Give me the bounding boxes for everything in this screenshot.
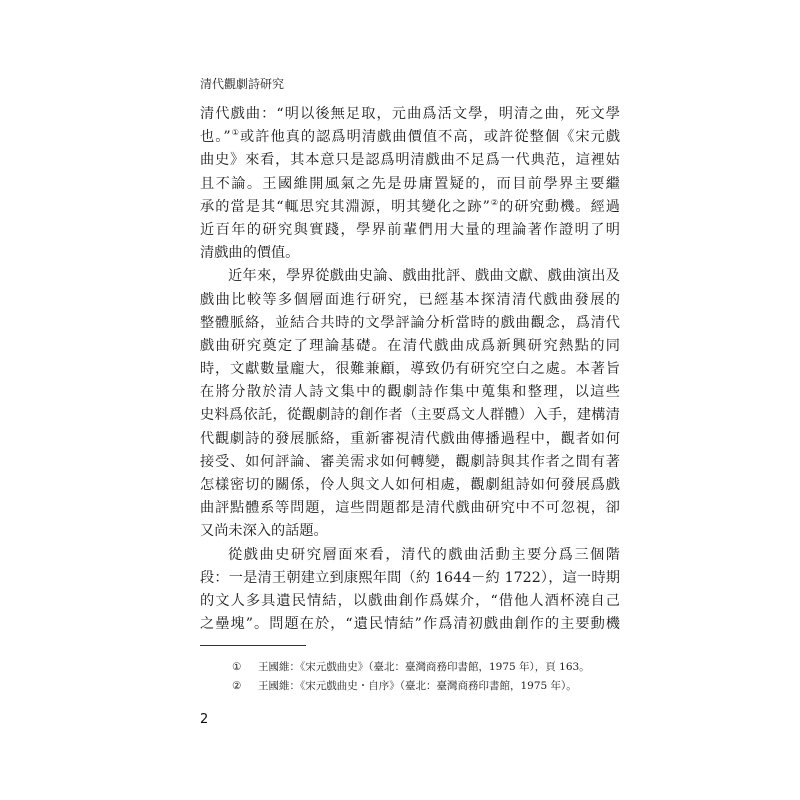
text-line: 之壘塊”。問題在於，“遺民情結”作爲清初戲曲創作的主要動機 bbox=[200, 616, 620, 633]
text-line: 承的當是其“輒思究其淵源，明其變化之跡”②的研究動機。經過 bbox=[200, 197, 620, 215]
footnotes bbox=[232, 658, 590, 696]
footnote-ref[interactable]: ② bbox=[489, 197, 500, 207]
text-line: 又尚未深入的話題。 bbox=[200, 523, 328, 540]
footnote bbox=[232, 658, 590, 677]
text-line: 整體脈絡，並結合共時的文學評論分析當時的戲曲觀念，爲清代 bbox=[200, 314, 620, 331]
text-line: 怎樣密切的關係，伶人與文人如何相處，觀劇組詩如何發展爲戲 bbox=[200, 477, 620, 493]
footnote-rule bbox=[200, 645, 306, 646]
text-line: 在將分散於清人詩文集中的觀劇詩作集中蒐集和整理，以這些 bbox=[200, 384, 620, 401]
text-line: 也。”①或許他真的認爲明清戲曲價值不高，或許從整個《宋元戲 bbox=[200, 128, 621, 146]
text-line: 的文人多具遺民情結，以戲曲創作爲媒介，“借他人酒杯澆自己 bbox=[200, 592, 620, 609]
footnote-text: 王國維：《宋元戲曲史》（臺北：臺灣商務印書館，1975 年），頁 163。 bbox=[258, 661, 590, 673]
footnote-mark: ② bbox=[232, 680, 242, 692]
text-line: 史料爲依託，從觀劇詩的創作者（主要爲文人群體）入手，建構清 bbox=[200, 407, 620, 424]
text-line: 清代戲曲：“明以後無足取，元曲爲活文學，明清之曲，死文學 bbox=[200, 106, 620, 122]
text-line: 時，文獻數量龐大，很難兼顧，導致仍有研究空白之處。本著旨 bbox=[200, 361, 620, 378]
footnote-ref[interactable]: ① bbox=[230, 128, 240, 138]
text-line: 段：一是清王朝建立到康熙年間（約 1644－約 1722），這一時期 bbox=[200, 569, 620, 586]
text-line: 近年來，學界從戲曲史論、戲曲批評、戲曲文獻、戲曲演出及 bbox=[228, 268, 620, 285]
page-number: 2 bbox=[200, 712, 209, 727]
text-line: 且不論。王國維開風氣之先是毋庸置疑的，而目前學界主要繼 bbox=[200, 175, 620, 192]
text-line: 戲曲研究奠定了理論基礎。在清代戲曲成爲新興研究熱點的同 bbox=[200, 337, 620, 354]
text-line: 曲評點體系等問題，這些問題都是清代戲曲研究中不可忽視，卻 bbox=[200, 500, 620, 517]
body-text bbox=[200, 103, 620, 636]
footnote-text: 王國維：《宋元戲曲史・自序》（臺北：臺灣商務印書館，1975 年）。 bbox=[258, 680, 577, 692]
text-line: 曲史》來看，其本意只是認爲明清戲曲不足爲一代典范，這裡姑 bbox=[200, 152, 620, 169]
footnote bbox=[232, 677, 590, 696]
text-line: 從戲曲史研究層面來看，清代的戲曲活動主要分爲三個階 bbox=[228, 546, 620, 563]
text-line: 清戲曲的價值。 bbox=[200, 245, 300, 262]
text-line: 近百年的研究與實踐，學界前輩們用大量的理論著作證明了明 bbox=[200, 221, 620, 238]
text-line: 戲曲比較等多個層面進行研究，已經基本探清清代戲曲發展的 bbox=[200, 291, 620, 308]
footnote-mark: ① bbox=[232, 661, 242, 673]
text-line: 代觀劇詩的發展脈絡，重新審視清代戲曲傳播過程中，觀者如何 bbox=[200, 430, 620, 447]
running-head: 清代觀劇詩研究 bbox=[200, 77, 285, 91]
text-line: 接受、如何評論、審美需求如何轉變，觀劇詩與其作者之間有著 bbox=[200, 453, 620, 470]
